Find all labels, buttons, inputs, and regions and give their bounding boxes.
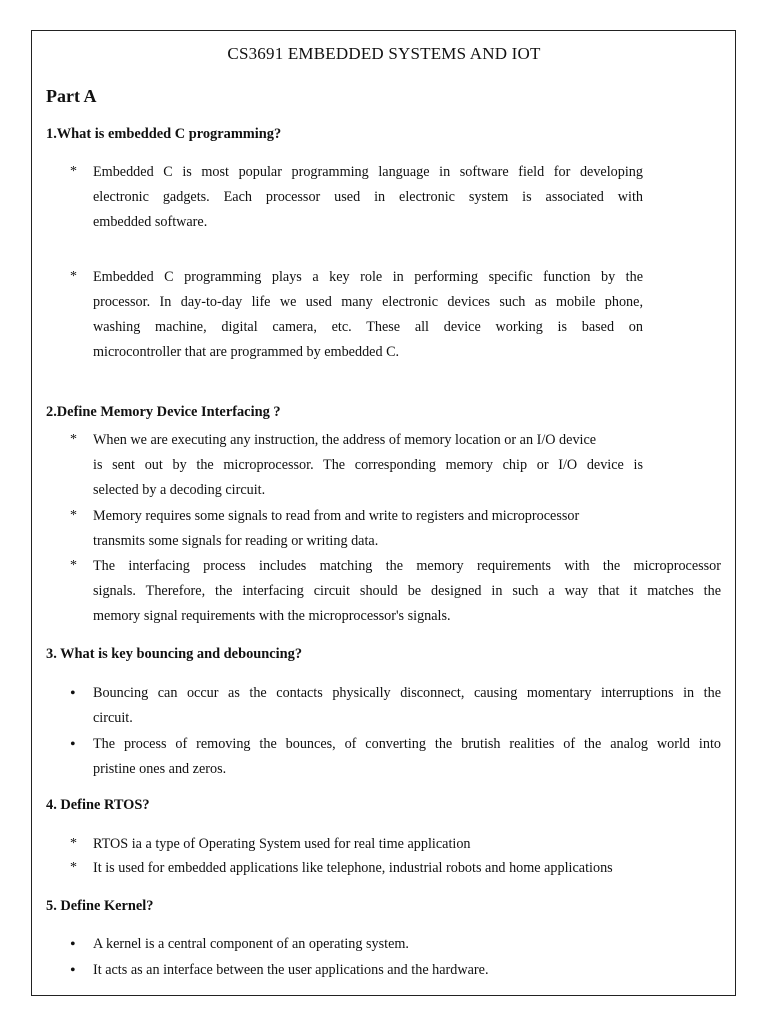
bullet-marker: * <box>70 508 77 523</box>
bullet-marker: * <box>70 836 77 851</box>
q1-b1-line2: electronic gadgets. Each processor used in electronic system is associated with <box>93 189 643 205</box>
bullet-marker: • <box>70 736 76 753</box>
q2-b1-line1: When we are executing any instruction, the address of memory location or an I/O device <box>93 432 597 448</box>
q3-b1-line1: Bouncing can occur as the contacts physically disconnect, causing momentary interruptions in the <box>93 685 721 701</box>
q3-b1-line2: circuit. <box>93 710 133 726</box>
q3-b2-line2: pristine ones and zeros. <box>93 761 227 777</box>
q2-b2-line2: transmits some signals for reading or writing data. <box>93 533 379 549</box>
q2-b3-line3: memory signal requirements with the microprocessor's signals. <box>93 608 451 624</box>
q1-b2-line2: processor. In day-to-day life we used many electronic devices such as mobile phone, <box>93 294 643 310</box>
bullet-marker: * <box>70 432 77 447</box>
question-1-heading: 1.What is embedded C programming? <box>46 126 282 142</box>
question-4-heading: 4. Define RTOS? <box>46 797 150 813</box>
part-heading: Part A <box>46 86 97 106</box>
q2-b3-line2: signals. Therefore, the interfacing circuit should be designed in such a way that it matches the <box>93 583 721 599</box>
q5-b1: A kernel is a central component of an operating system. <box>93 936 409 952</box>
q1-b2-line3: washing machine, digital camera, etc. These all device working is based on <box>93 319 643 335</box>
document-title: CS3691 EMBEDDED SYSTEMS AND IOT <box>227 44 541 63</box>
q4-b2: It is used for embedded applications like telephone, industrial robots and home applications <box>93 860 613 876</box>
bullet-marker: * <box>70 558 77 573</box>
q3-b2-line1: The process of removing the bounces, of converting the brutish realities of the analog world into <box>93 736 721 752</box>
question-2-heading: 2.Define Memory Device Interfacing ? <box>46 404 281 420</box>
bullet-marker: • <box>70 685 76 702</box>
q5-b2: It acts as an interface between the user applications and the hardware. <box>93 962 489 978</box>
q4-b1: RTOS ia a type of Operating System used for real time application <box>93 836 471 852</box>
bullet-marker: * <box>70 860 77 875</box>
q1-b1-line3: embedded software. <box>93 214 208 230</box>
q2-b3-line1: The interfacing process includes matching the memory requirements with the microprocessor <box>93 558 721 574</box>
q2-b1-line3: selected by a decoding circuit. <box>93 482 266 498</box>
bullet-marker: * <box>70 164 77 179</box>
q1-b1-line1: Embedded C is most popular programming language in software field for developing <box>93 164 643 180</box>
q1-b2-line1: Embedded C programming plays a key role in performing specific function by the <box>93 269 643 285</box>
q1-b2-line4: microcontroller that are programmed by embedded C. <box>93 344 400 360</box>
bullet-marker: • <box>70 962 76 979</box>
bullet-marker: • <box>70 936 76 953</box>
bullet-marker: * <box>70 269 77 284</box>
q2-b1-line2: is sent out by the microprocessor. The corresponding memory chip or I/O device is <box>93 457 643 473</box>
q2-b2-line1: Memory requires some signals to read from and write to registers and microprocessor <box>93 508 580 524</box>
question-5-heading: 5. Define Kernel? <box>46 898 154 914</box>
question-3-heading: 3. What is key bouncing and debouncing? <box>46 646 303 662</box>
